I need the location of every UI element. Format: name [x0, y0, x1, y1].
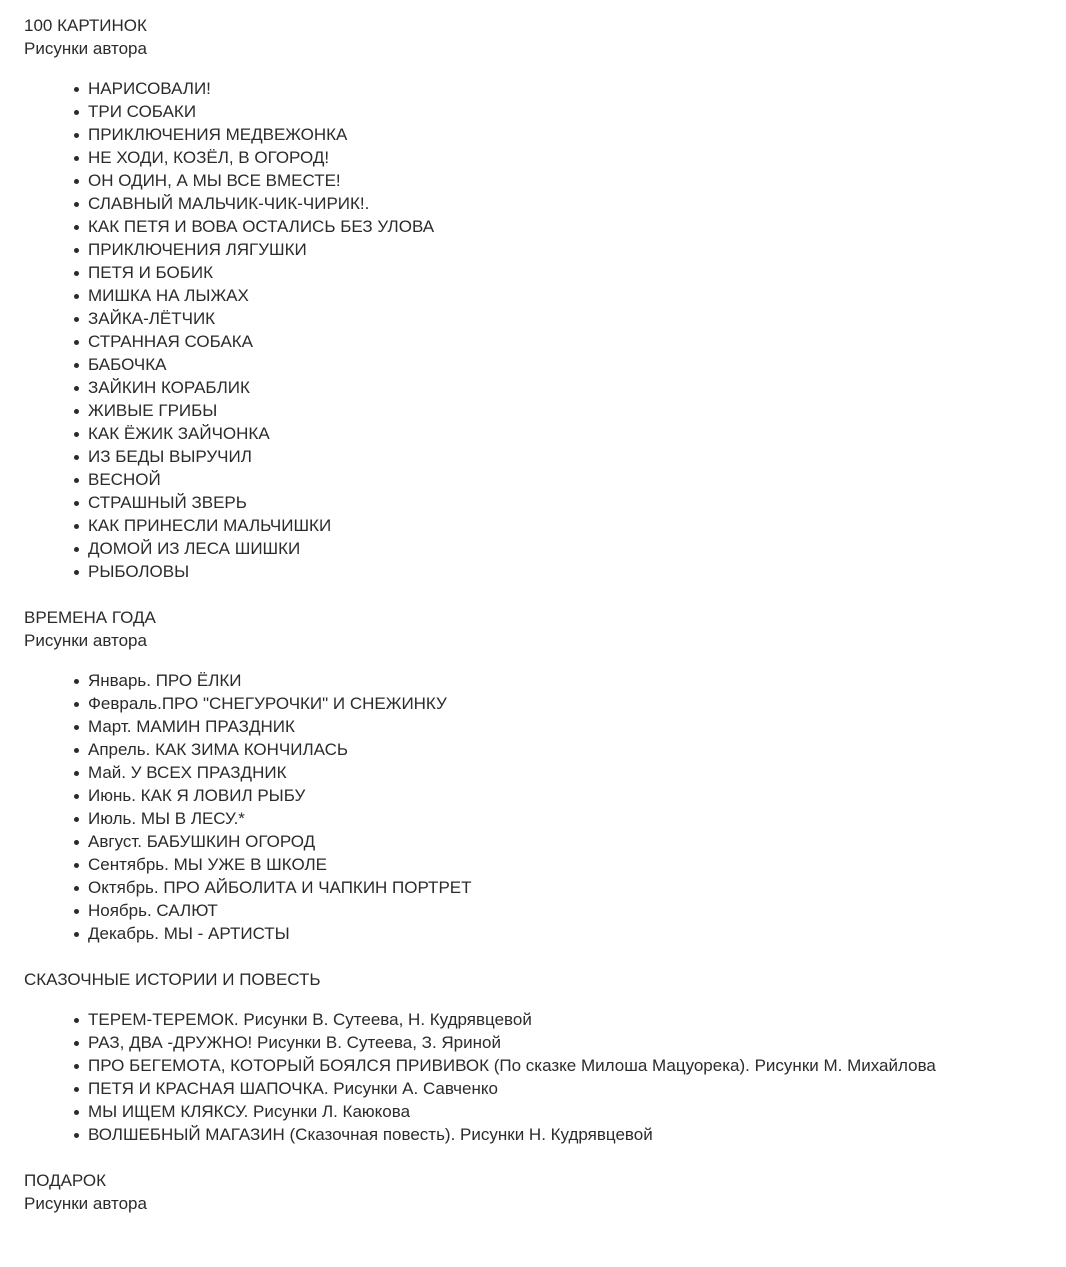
list-item: СТРАННАЯ СОБАКА: [74, 330, 1042, 353]
section-heading: [24, 968, 1042, 991]
list-item: Октябрь. ПРО АЙБОЛИТА И ЧАПКИН ПОРТРЕТ: [74, 876, 1042, 899]
list-item: ПЕТЯ И БОБИК: [74, 261, 1042, 284]
section-title: ПОДАРОК: [24, 1171, 107, 1190]
section-item-list: [24, 669, 1042, 945]
list-item: РЫБОЛОВЫ: [74, 560, 1042, 583]
list-item: Июнь. КАК Я ЛОВИЛ РЫБУ: [74, 784, 1042, 807]
list-item: Август. БАБУШКИН ОГОРОД: [74, 830, 1042, 853]
section-subtitle: Рисунки автора: [24, 1194, 147, 1213]
document-section: [24, 606, 1042, 945]
section-spacer: [24, 945, 1042, 968]
list-item: Январь. ПРО ЁЛКИ: [74, 669, 1042, 692]
list-item: ПРИКЛЮЧЕНИЯ МЕДВЕЖОНКА: [74, 123, 1042, 146]
document-section: [24, 968, 1042, 1146]
list-item: ДОМОЙ ИЗ ЛЕСА ШИШКИ: [74, 537, 1042, 560]
list-item: Сентябрь. МЫ УЖЕ В ШКОЛЕ: [74, 853, 1042, 876]
list-item: СТРАШНЫЙ ЗВЕРЬ: [74, 491, 1042, 514]
section-heading: [24, 1169, 1042, 1215]
list-item: БАБОЧКА: [74, 353, 1042, 376]
list-item: ПРО БЕГЕМОТА, КОТОРЫЙ БОЯЛСЯ ПРИВИВОК (По сказке Милоша Мацуорека). Рисунки М. Михайлова: [74, 1054, 1042, 1077]
list-item: Май. У ВСЕХ ПРАЗДНИК: [74, 761, 1042, 784]
list-item: Ноябрь. САЛЮТ: [74, 899, 1042, 922]
list-item: НЕ ХОДИ, КОЗЁЛ, В ОГОРОД!: [74, 146, 1042, 169]
list-item: КАК ЁЖИК ЗАЙЧОНКА: [74, 422, 1042, 445]
document-section: [24, 1169, 1042, 1215]
list-item: МИШКА НА ЛЫЖАХ: [74, 284, 1042, 307]
document-section: [24, 14, 1042, 583]
list-item: ВЕСНОЙ: [74, 468, 1042, 491]
list-item: КАК ПРИНЕСЛИ МАЛЬЧИШКИ: [74, 514, 1042, 537]
section-heading: [24, 606, 1042, 652]
section-item-list: [24, 77, 1042, 583]
list-item: КАК ПЕТЯ И ВОВА ОСТАЛИСЬ БЕЗ УЛОВА: [74, 215, 1042, 238]
sections-container: [24, 14, 1042, 1215]
list-item: НАРИСОВАЛИ!: [74, 77, 1042, 100]
section-item-list: [24, 1008, 1042, 1146]
section-spacer: [24, 1146, 1042, 1169]
section-spacer: [24, 583, 1042, 606]
list-item: ЖИВЫЕ ГРИБЫ: [74, 399, 1042, 422]
list-item: МЫ ИЩЕМ КЛЯКСУ. Рисунки Л. Каюкова: [74, 1100, 1042, 1123]
list-item: ИЗ БЕДЫ ВЫРУЧИЛ: [74, 445, 1042, 468]
section-subtitle: Рисунки автора: [24, 631, 147, 650]
list-item: РАЗ, ДВА -ДРУЖНО! Рисунки В. Сутеева, З. Яриной: [74, 1031, 1042, 1054]
list-item: Апрель. КАК ЗИМА КОНЧИЛАСЬ: [74, 738, 1042, 761]
list-item: ТЕРЕМ-ТЕРЕМОК. Рисунки В. Сутеева, Н. Кудрявцевой: [74, 1008, 1042, 1031]
list-item: ТРИ СОБАКИ: [74, 100, 1042, 123]
list-item: ОН ОДИН, А МЫ ВСЕ ВМЕСТЕ!: [74, 169, 1042, 192]
list-item: ВОЛШЕБНЫЙ МАГАЗИН (Сказочная повесть). Рисунки Н. Кудрявцевой: [74, 1123, 1042, 1146]
section-title: 100 КАРТИНОК: [24, 16, 147, 35]
list-item: ЗАЙКИН КОРАБЛИК: [74, 376, 1042, 399]
list-item: ЗАЙКА-ЛЁТЧИК: [74, 307, 1042, 330]
section-title: СКАЗОЧНЫЕ ИСТОРИИ И ПОВЕСТЬ: [24, 970, 321, 989]
list-item: Июль. МЫ В ЛЕСУ.*: [74, 807, 1042, 830]
list-item: ПРИКЛЮЧЕНИЯ ЛЯГУШКИ: [74, 238, 1042, 261]
list-item: Март. МАМИН ПРАЗДНИК: [74, 715, 1042, 738]
list-item: ПЕТЯ И КРАСНАЯ ШАПОЧКА. Рисунки А. Савченко: [74, 1077, 1042, 1100]
section-title: ВРЕМЕНА ГОДА: [24, 608, 156, 627]
section-subtitle: Рисунки автора: [24, 39, 147, 58]
list-item: Декабрь. МЫ - АРТИСТЫ: [74, 922, 1042, 945]
section-heading: [24, 14, 1042, 60]
list-item: СЛАВНЫЙ МАЛЬЧИК-ЧИК-ЧИРИК!.: [74, 192, 1042, 215]
list-item: Февраль.ПРО "СНЕГУРОЧКИ" И СНЕЖИНКУ: [74, 692, 1042, 715]
